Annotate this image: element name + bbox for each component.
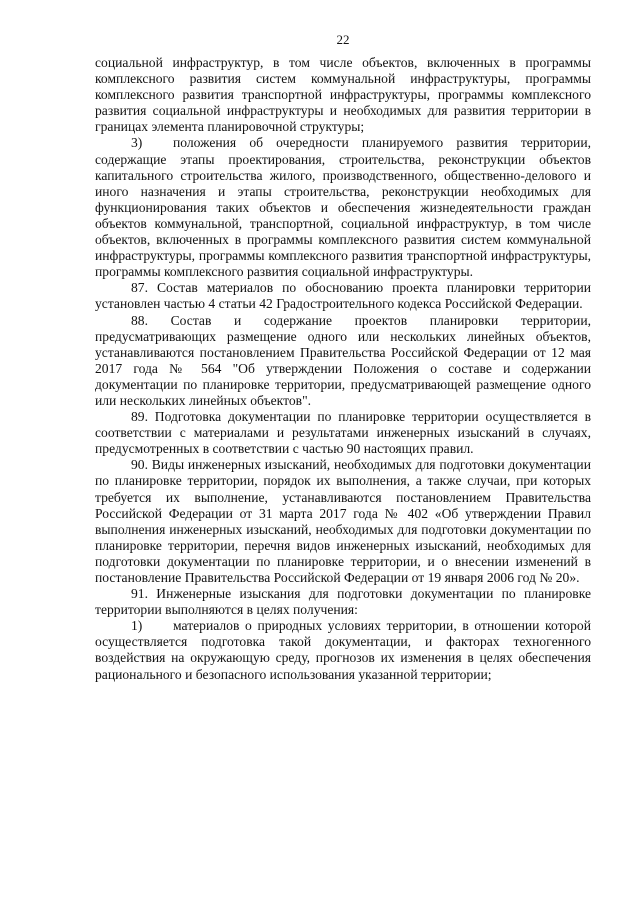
paragraph-text: 91. Инженерные изыскания для подготовки документации по планировке территории выполняются в целях получения:	[95, 586, 591, 618]
list-item-1	[95, 618, 591, 682]
paragraph-continuation	[95, 55, 591, 135]
page-number: 22	[336, 32, 350, 47]
paragraph-text: 87. Состав материалов по обоснованию проекта планировки территории установлен частью 4 статьи 42 Градостроительного кодекса Российской Федерации.	[95, 280, 591, 312]
paragraph-text: положения об очередности планируемого развития территории, содержащие этапы проектирования, строительства, реконструкции объектов капитального строительства жилого, производственного, общественно-делового и иного назначения и этапы строительства, реконструкции необходимых для функционирования таких объектов и обеспечения жизнедеятельности граждан объектов коммунальной, транспортной, социальной инфраструктур, в том числе объектов, включенных в программы комплексного развития систем коммунальной инфраструктуры, программы комплексного развития транспортной инфраструктуры, программы комплексного развития социальной инфраструктуры.	[95, 135, 591, 280]
paragraph-87	[95, 280, 591, 312]
paragraph-text: 89. Подготовка документации по планировке территории осуществляется в соответствии с материалами и результатами инженерных изысканий в случаях, предусмотренных в соответствии с частью 90 настоящих правил.	[95, 409, 591, 457]
paragraph-text: 90. Виды инженерных изысканий, необходимых для подготовки документации по планировке территории, порядок их выполнения, а также случаи, при которых требуется их выполнение, устанавливаются постановлением Правительства Российской Федерации от 31 марта 2017 года № 402 «Об утверждении Правил выполнения инженерных изысканий, необходимых для подготовки документации по планировке территории, перечня видов инженерных изысканий, необходимых для подготовки документации по планировке территории, и о внесении изменений в постановление Правительства Российской Федерации от 19 января 2006 год № 20».	[95, 457, 591, 585]
document-page	[95, 32, 591, 683]
paragraph-89	[95, 409, 591, 457]
paragraph-text: материалов о природных условиях территории, в отношении которой осуществляется подготовка такой документации, и факторах техногенного воздействия на окружающую среду, прогнозов их изменения в целях обеспечения рационального и безопасного использования указанной территории;	[95, 618, 591, 682]
paragraph-text: социальной инфраструктур, в том числе объектов, включенных в программы комплексного развития систем коммунальной инфраструктуры, программы комплексного развития транспортной инфраструктуры, программы комплексного развития социальной инфраструктуры и необходимых для развития территории в границах элемента планировочной структуры;	[95, 55, 591, 135]
paragraph-90	[95, 457, 591, 586]
paragraph-88	[95, 313, 591, 410]
list-item-3	[95, 135, 591, 280]
paragraph-text: 88. Состав и содержание проектов планировки территории, предусматривающих размещение одного или нескольких линейных объектов, устанавливаются постановлением Правительства Российской Федерации от 12 мая 2017 года № 564 "Об утверждении Положения о составе и содержании документации по планировке территории, предусматривающей размещение одного или нескольких линейных объектов".	[95, 312, 591, 408]
paragraph-91	[95, 586, 591, 618]
list-item-number: 3)	[131, 135, 143, 151]
list-item-number: 1)	[131, 618, 143, 634]
